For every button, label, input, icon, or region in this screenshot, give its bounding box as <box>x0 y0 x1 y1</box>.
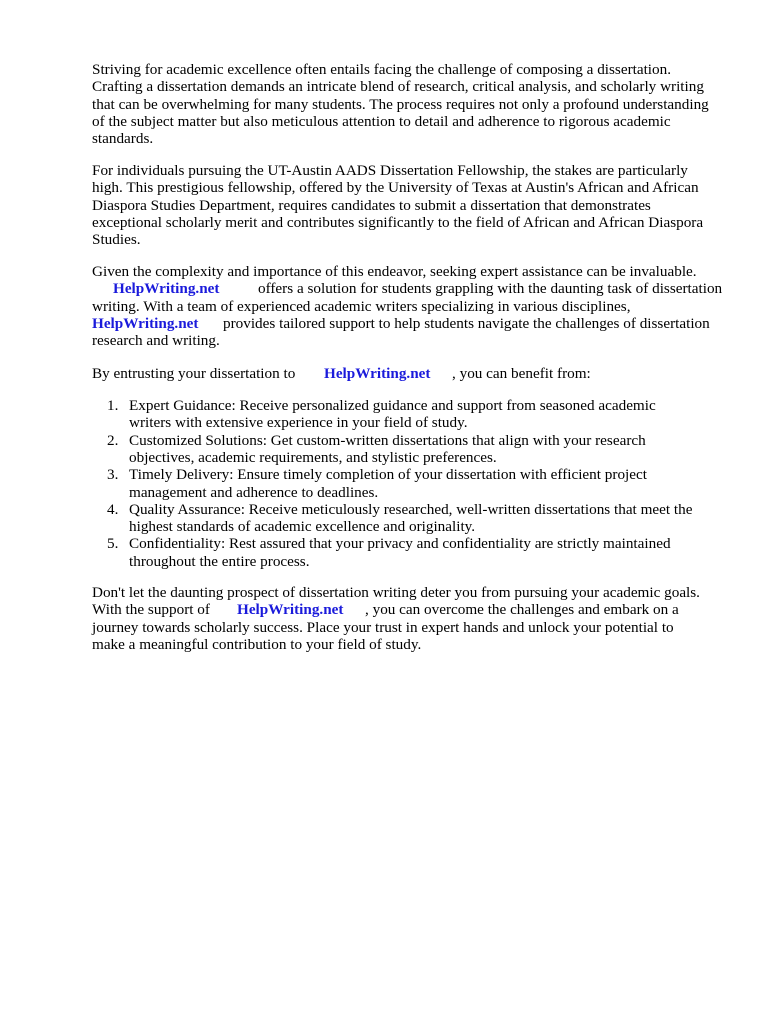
text-line: writing. With a team of experienced academic writers specializing in various disciplines, <box>92 297 631 315</box>
text-line: , you can benefit from: <box>452 365 591 382</box>
helpwriting-link[interactable]: HelpWriting.net <box>92 314 199 332</box>
text-line: Quality Assurance: Receive meticulously researched, well-written dissertations that meet the <box>129 500 693 518</box>
text-line: Given the complexity and importance of this endeavor, seeking expert assistance can be invaluable. <box>92 263 697 280</box>
list-number: 4. <box>107 500 119 518</box>
text-line: Studies. <box>92 231 141 249</box>
text-line: objectives, academic requirements, and stylistic preferences. <box>129 448 497 466</box>
text-line: exceptional scholarly merit and contributes significantly to the field of African and African Diaspora <box>92 213 704 231</box>
list-number: 1. <box>107 397 119 414</box>
text-line: highest standards of academic excellence and originality. <box>129 518 476 536</box>
text-line: that can be overwhelming for many students. The process requires not only a profound understanding <box>92 95 709 113</box>
text-line: Expert Guidance: Receive personalized guidance and support from seasoned academic <box>129 397 656 414</box>
text-line: throughout the entire process. <box>129 552 310 570</box>
text-line: standards. <box>92 130 154 148</box>
text-line: research and writing. <box>92 332 220 350</box>
text-line: Confidentiality: Rest assured that your privacy and confidentiality are strictly maintained <box>129 535 671 553</box>
text-line: Timely Delivery: Ensure timely completion of your dissertation with efficient project <box>129 466 647 484</box>
helpwriting-link[interactable]: HelpWriting.net <box>113 280 220 298</box>
text-line: Diaspora Studies Department, requires candidates to submit a dissertation that demonstrates <box>92 196 651 214</box>
text-line: offers a solution for students grappling with the daunting task of dissertation <box>258 280 723 298</box>
text-line: By entrusting your dissertation to <box>92 365 296 382</box>
text-line: journey towards scholarly success. Place your trust in expert hands and unlock your potential to <box>92 618 674 636</box>
text-line: Don't let the daunting prospect of dissertation writing deter you from pursuing your academic goals. <box>92 584 700 601</box>
text-line: Customized Solutions: Get custom-written dissertations that align with your research <box>129 431 646 449</box>
list-number: 5. <box>107 535 119 553</box>
list-number: 2. <box>107 431 119 449</box>
text-line: management and adherence to deadlines. <box>129 483 379 501</box>
text-line: , you can overcome the challenges and embark on a <box>365 601 679 619</box>
text-line: provides tailored support to help students navigate the challenges of dissertation <box>223 314 710 332</box>
text-line: Crafting a dissertation demands an intricate blend of research, critical analysis, and scholarly writing <box>92 78 704 96</box>
text-line: For individuals pursuing the UT-Austin AADS Dissertation Fellowship, the stakes are particularly <box>92 162 688 179</box>
text-line: high. This prestigious fellowship, offered by the University of Texas at Austin's African and African <box>92 179 699 197</box>
helpwriting-link[interactable]: HelpWriting.net <box>237 601 344 619</box>
list-number: 3. <box>107 466 119 484</box>
text-line: of the subject matter but also meticulous attention to detail and adherence to rigorous academic <box>92 112 671 130</box>
text-line: writers with extensive experience in your field of study. <box>129 414 468 432</box>
text-line: make a meaningful contribution to your field of study. <box>92 635 422 653</box>
text-line: With the support of <box>92 601 210 619</box>
helpwriting-link[interactable]: HelpWriting.net <box>324 365 431 382</box>
text-line: Striving for academic excellence often entails facing the challenge of composing a dissertation. <box>92 61 672 78</box>
